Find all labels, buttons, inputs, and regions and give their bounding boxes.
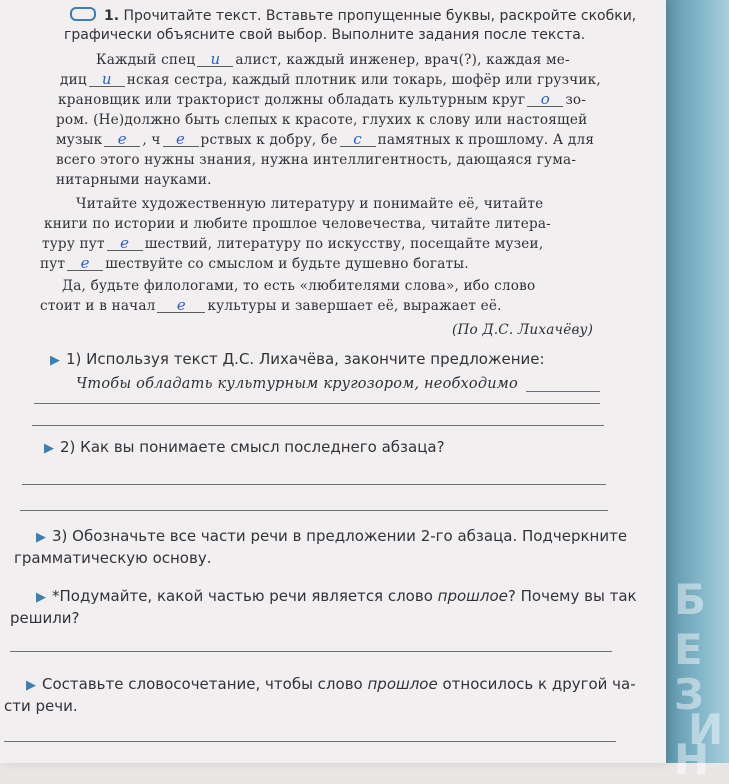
text-line: нитарными науками. [56, 172, 212, 188]
exercise-icon [70, 7, 96, 21]
text-line: Читайте художественную литературу и понимайте её, читайте [76, 196, 544, 212]
text-line: всего этого нужны знания, нужна интеллигентность, дающаяся гума- [56, 152, 577, 168]
answer-line[interactable] [22, 484, 606, 485]
task-5-line2: сти речи. [4, 697, 78, 715]
text-line: Да, будьте филологами, то есть «любителями слова», ибо слово [62, 278, 536, 294]
task-1-prompt: Чтобы обладать культурным кругозором, необходимо [76, 376, 518, 392]
answer-line[interactable] [4, 741, 616, 742]
text-line: туру пут е шествий, литературу по искусству, посещайте музеи, [42, 234, 544, 252]
task-5: ▶ Составьте словосочетание, чтобы слово прошлое относилось к другой ча- [26, 675, 636, 693]
text-line: Каждый спец и алист, каждый инженер, врач(?), каждая ме- [96, 50, 570, 68]
task-4: ▶ *Подумайте, какой частью речи является слово прошлое? Почему вы так [36, 587, 637, 605]
text-line: диц и нская сестра, каждый плотник или токарь, шофёр или грузчик, [60, 70, 601, 88]
letter-blank[interactable]: е [163, 132, 199, 147]
answer-line[interactable] [10, 651, 612, 652]
text-line: книги по истории и любите прошлое человечества, читайте литера- [44, 216, 551, 232]
exercise-header [70, 6, 636, 24]
side-letter: Б [674, 575, 707, 624]
adjacent-page-edge [666, 0, 729, 784]
citation: (По Д.С. Лихачёву) [452, 322, 594, 338]
letter-blank[interactable]: е [67, 256, 103, 271]
answer-line[interactable] [34, 403, 600, 404]
letter-blank[interactable]: е [107, 236, 143, 251]
side-letter: Е [674, 625, 703, 674]
text-line: пут е шествуйте со смыслом и будьте душевно богаты. [40, 254, 469, 272]
triangle-bullet-icon: ▶ [26, 678, 36, 693]
triangle-bullet-icon: ▶ [36, 530, 46, 545]
task-2: ▶ 2) Как вы понимаете смысл последнего абзаца? [44, 438, 445, 456]
answer-line[interactable] [526, 391, 600, 392]
exercise-number: 1. [104, 8, 120, 24]
task-4-line2: решили? [10, 609, 80, 627]
text-line: ром. (Не)должно быть слепых к красоте, глухих к слову или настоящей [56, 112, 588, 128]
triangle-bullet-icon: ▶ [36, 590, 46, 605]
side-letter: И [688, 705, 724, 754]
text-line: стоит и в начал е культуры и завершает её, выражает её. [40, 296, 502, 314]
task-3: ▶ 3) Обозначьте все части речи в предложении 2-го абзаца. Подчеркните [36, 527, 628, 545]
triangle-bullet-icon: ▶ [50, 353, 60, 368]
letter-blank[interactable]: е [104, 132, 140, 147]
answer-line[interactable] [32, 425, 604, 426]
letter-blank[interactable]: о [527, 92, 563, 107]
exercise-instruction-line2: графически объясните свой выбор. Выполните задания после текста. [64, 27, 586, 43]
letter-blank[interactable]: и [197, 52, 233, 67]
letter-blank[interactable]: е [157, 298, 205, 313]
text-line: музык е , ч е рствых к добру, бе с памятных к прошлому. А для [56, 130, 595, 148]
side-letter: З [674, 670, 704, 719]
task-3-line2: грамматическую основу. [14, 549, 212, 567]
task-1: ▶ 1) Используя текст Д.С. Лихачёва, закончите предложение: [50, 350, 545, 368]
triangle-bullet-icon: ▶ [44, 441, 54, 456]
letter-blank[interactable]: и [89, 72, 125, 87]
text-line: крановщик или тракторист должны обладать культурным круг о зо- [58, 90, 587, 108]
exercise-instruction: Прочитайте текст. Вставьте пропущенные буквы, раскройте скобки, [123, 8, 637, 24]
answer-line[interactable] [20, 510, 608, 511]
letter-blank[interactable]: с [340, 132, 376, 147]
side-letter: Н [674, 735, 710, 784]
